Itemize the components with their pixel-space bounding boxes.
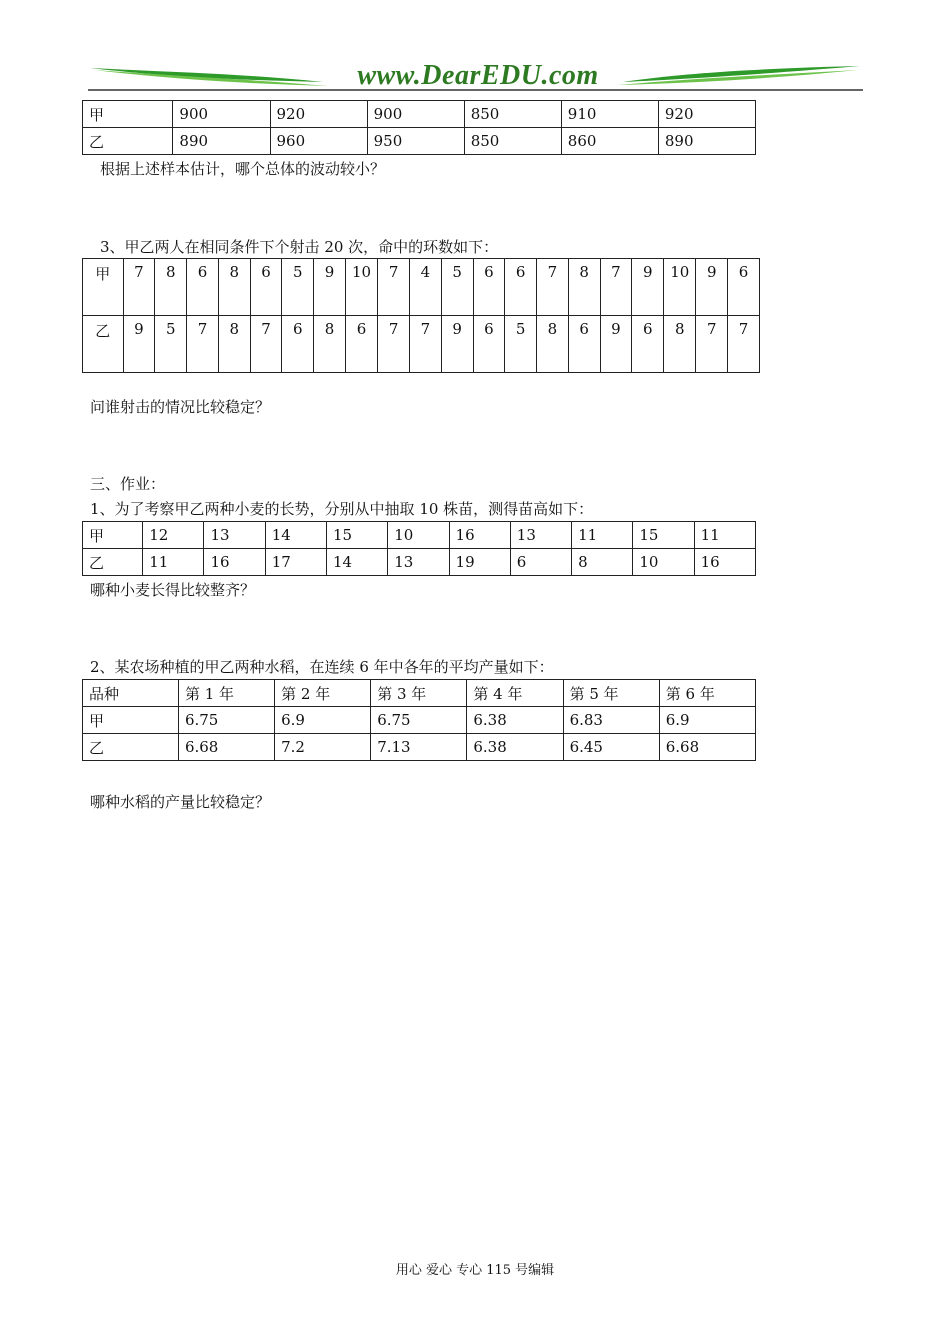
table-cell: 6 xyxy=(568,316,600,373)
table-cell: 10 xyxy=(664,259,696,316)
table-cell: 920 xyxy=(658,101,755,128)
table-cell: 850 xyxy=(464,101,561,128)
table-cell: 6 xyxy=(282,316,314,373)
table-cell: 7 xyxy=(187,316,219,373)
table-cell: 890 xyxy=(173,128,270,155)
table-cell: 10 xyxy=(388,522,449,549)
table-cell: 960 xyxy=(270,128,367,155)
table-cell: 10 xyxy=(633,549,694,576)
table-cell: 7 xyxy=(409,316,441,373)
table-shooting-scores xyxy=(82,258,760,373)
table-cell: 乙 xyxy=(83,549,143,576)
table-cell: 9 xyxy=(632,259,664,316)
table-cell: 7 xyxy=(378,316,410,373)
table-cell: 900 xyxy=(173,101,270,128)
table-cell: 9 xyxy=(600,316,632,373)
question-title: 3、甲乙两人在相同条件下个射击 20 次，命中的环数如下： xyxy=(100,238,499,256)
table-cell: 甲 xyxy=(83,259,124,316)
table-cell: 6.9 xyxy=(659,707,755,734)
question-text: 哪种小麦长得比较整齐？ xyxy=(90,581,256,599)
section-heading: 三、作业： xyxy=(90,475,166,493)
table-cell: 4 xyxy=(409,259,441,316)
table-row xyxy=(83,734,756,761)
table-cell: 12 xyxy=(143,522,204,549)
table-cell: 乙 xyxy=(83,734,179,761)
question-title: 2、某农场种植的甲乙两种水稻，在连续 6 年中各年的平均产量如下： xyxy=(90,658,554,676)
table-cell: 13 xyxy=(510,522,571,549)
table-cell: 7 xyxy=(123,259,155,316)
table-cell: 16 xyxy=(694,549,755,576)
table-cell: 6 xyxy=(473,259,505,316)
table-cell: 8 xyxy=(218,259,250,316)
table-cell: 6.45 xyxy=(563,734,659,761)
table-cell: 6 xyxy=(345,316,377,373)
table-cell: 5 xyxy=(505,316,537,373)
page-footer: 用心 爱心 专心 115 号编辑 xyxy=(395,1263,555,1278)
table-cell: 13 xyxy=(204,522,265,549)
table-row xyxy=(83,522,756,549)
table-cell: 第 1 年 xyxy=(178,680,274,707)
table-cell: 第 4 年 xyxy=(467,680,563,707)
site-banner xyxy=(88,58,863,98)
table-cell: 7 xyxy=(728,316,760,373)
table-cell: 7 xyxy=(696,316,728,373)
table-cell: 第 3 年 xyxy=(371,680,467,707)
table-cell: 6 xyxy=(505,259,537,316)
table-cell: 14 xyxy=(327,549,388,576)
table-cell: 乙 xyxy=(83,128,173,155)
table-cell: 7 xyxy=(378,259,410,316)
table-rice-yield xyxy=(82,679,756,761)
table-cell: 19 xyxy=(449,549,510,576)
table-cell: 乙 xyxy=(83,316,124,373)
table-cell: 5 xyxy=(155,316,187,373)
table-cell: 9 xyxy=(441,316,473,373)
table-cell: 第 6 年 xyxy=(659,680,755,707)
table-cell: 850 xyxy=(464,128,561,155)
table-cell: 6.75 xyxy=(178,707,274,734)
table-cell: 第 2 年 xyxy=(275,680,371,707)
table-cell: 16 xyxy=(449,522,510,549)
table-cell: 10 xyxy=(345,259,377,316)
table-cell: 6.68 xyxy=(178,734,274,761)
table-cell: 15 xyxy=(633,522,694,549)
table-cell: 7 xyxy=(250,316,282,373)
table-cell: 5 xyxy=(282,259,314,316)
table-cell: 7 xyxy=(600,259,632,316)
table-cell: 8 xyxy=(155,259,187,316)
table-cell: 950 xyxy=(367,128,464,155)
table-cell: 8 xyxy=(314,316,346,373)
table-cell: 11 xyxy=(694,522,755,549)
table-cell: 6 xyxy=(250,259,282,316)
table-cell: 6 xyxy=(728,259,760,316)
table-row xyxy=(83,316,760,373)
table-cell: 15 xyxy=(327,522,388,549)
question-text: 哪种水稻的产量比较稳定？ xyxy=(90,793,271,811)
table-row xyxy=(83,259,760,316)
table-cell: 890 xyxy=(658,128,755,155)
question-text: 根据上述样本估计，哪个总体的波动较小？ xyxy=(100,160,386,178)
table-cell: 甲 xyxy=(83,101,173,128)
question-text: 问谁射击的情况比较稳定？ xyxy=(90,398,271,416)
table-cell: 5 xyxy=(441,259,473,316)
table-cell: 6.68 xyxy=(659,734,755,761)
table-cell: 6 xyxy=(473,316,505,373)
table-cell: 7 xyxy=(537,259,569,316)
table-cell: 11 xyxy=(572,522,633,549)
table-cell: 第 5 年 xyxy=(563,680,659,707)
table-cell: 9 xyxy=(123,316,155,373)
table-cell: 8 xyxy=(664,316,696,373)
table-row xyxy=(83,128,756,155)
table-cell: 11 xyxy=(143,549,204,576)
table-cell: 14 xyxy=(265,522,326,549)
table-row xyxy=(83,680,756,707)
table-row xyxy=(83,707,756,734)
table-cell: 7.13 xyxy=(371,734,467,761)
table-cell: 8 xyxy=(537,316,569,373)
table-cell: 8 xyxy=(572,549,633,576)
table-cell: 6.75 xyxy=(371,707,467,734)
table-cell: 860 xyxy=(561,128,658,155)
table-output-comparison xyxy=(82,100,756,155)
table-cell: 6.9 xyxy=(275,707,371,734)
table-cell: 甲 xyxy=(83,522,143,549)
table-cell: 6 xyxy=(187,259,219,316)
table-cell: 9 xyxy=(314,259,346,316)
table-cell: 920 xyxy=(270,101,367,128)
table-wheat-heights xyxy=(82,521,756,576)
table-cell: 13 xyxy=(388,549,449,576)
table-cell: 8 xyxy=(568,259,600,316)
question-title: 1、为了考察甲乙两种小麦的长势，分别从中抽取 10 株苗，测得苗高如下： xyxy=(90,500,594,518)
table-cell: 6.38 xyxy=(467,707,563,734)
table-cell: 甲 xyxy=(83,707,179,734)
table-cell: 品种 xyxy=(83,680,179,707)
table-cell: 6 xyxy=(510,549,571,576)
table-cell: 910 xyxy=(561,101,658,128)
table-cell: 6.38 xyxy=(467,734,563,761)
table-cell: 6.83 xyxy=(563,707,659,734)
table-row xyxy=(83,549,756,576)
table-cell: 9 xyxy=(696,259,728,316)
table-cell: 6 xyxy=(632,316,664,373)
table-cell: 8 xyxy=(218,316,250,373)
banner-title: www.DearEDU.com xyxy=(357,60,599,91)
table-row xyxy=(83,101,756,128)
table-cell: 7.2 xyxy=(275,734,371,761)
table-cell: 900 xyxy=(367,101,464,128)
table-cell: 17 xyxy=(265,549,326,576)
table-cell: 16 xyxy=(204,549,265,576)
